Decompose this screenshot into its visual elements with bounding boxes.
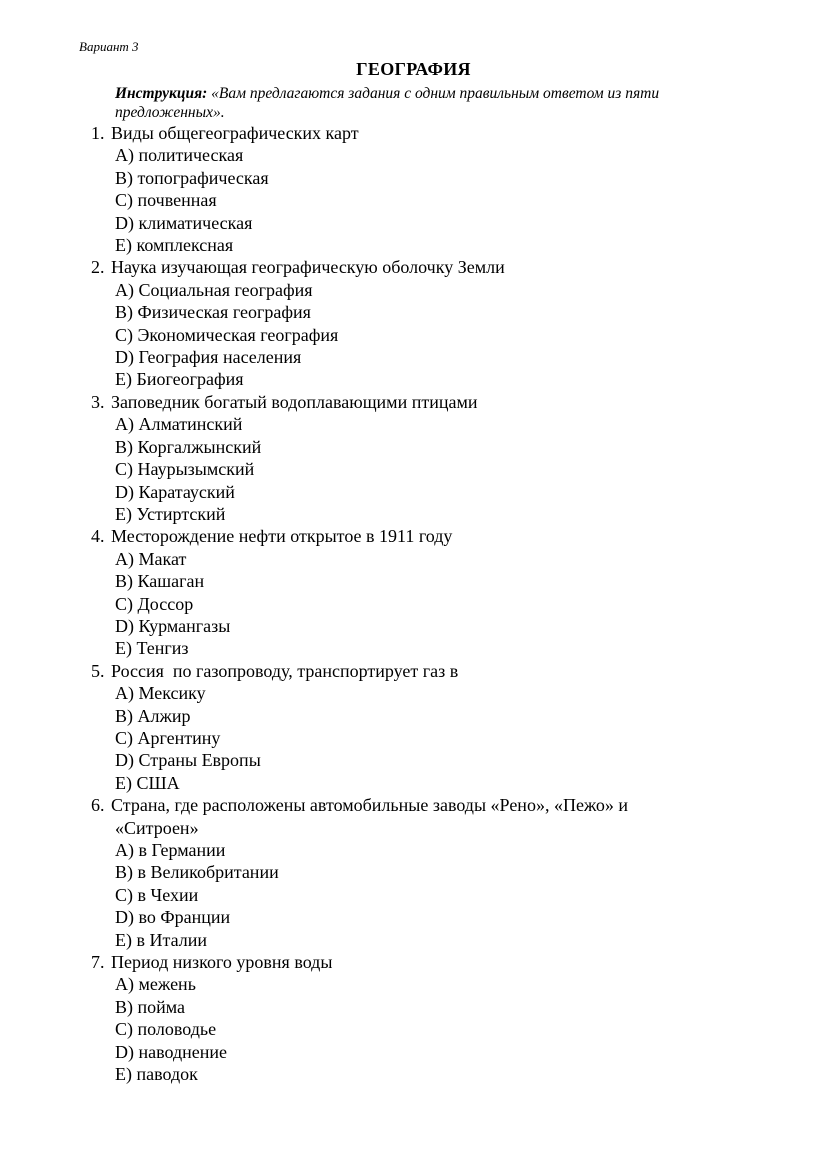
option-e: E) паводок bbox=[115, 1064, 198, 1085]
question-4 bbox=[91, 525, 711, 659]
question-number: 5. bbox=[91, 660, 105, 681]
option-c: C) половодье bbox=[115, 1019, 217, 1040]
question-label: Заповедник богатый водоплавающими птицами bbox=[111, 391, 478, 412]
question-number: 1. bbox=[91, 123, 105, 143]
option-d: D) Каратауский bbox=[115, 481, 235, 502]
question-label: Страна, где расположены автомобильные заводы «Рено», «Пежо» и «Ситроен» bbox=[111, 795, 629, 838]
question-text bbox=[91, 794, 711, 839]
option-d: D) География населения bbox=[115, 347, 302, 368]
question-label: Наука изучающая географическую оболочку Земли bbox=[111, 257, 505, 278]
question-label: Виды общегеографических карт bbox=[111, 123, 359, 143]
question-number: 3. bbox=[91, 391, 105, 412]
option-e: E) США bbox=[115, 772, 180, 793]
option-e: E) Устиртский bbox=[115, 503, 226, 524]
option-c: C) Экономическая география bbox=[115, 324, 339, 345]
option-c: C) Наурызымский bbox=[115, 459, 255, 480]
question-text bbox=[91, 122, 711, 144]
option-a: A) Макат bbox=[115, 548, 187, 569]
question-7 bbox=[91, 951, 711, 1085]
option-a: A) в Германии bbox=[115, 840, 226, 860]
instruction-label: Инструкция: bbox=[115, 85, 208, 102]
option-c: C) в Чехии bbox=[115, 884, 199, 905]
question-5 bbox=[91, 660, 711, 794]
option-a: A) Социальная география bbox=[115, 279, 313, 300]
question-text bbox=[91, 525, 711, 547]
question-number: 6. bbox=[91, 795, 105, 816]
option-d: D) наводнение bbox=[115, 1041, 228, 1062]
question-6 bbox=[91, 794, 711, 951]
option-e: E) комплексная bbox=[115, 235, 234, 256]
option-b: B) пойма bbox=[115, 996, 186, 1017]
option-b: B) Алжир bbox=[115, 705, 191, 726]
question-text bbox=[91, 660, 711, 682]
page-title: ГЕОГРАФИЯ bbox=[356, 59, 471, 79]
option-e: E) Тенгиз bbox=[115, 638, 189, 659]
option-d: D) климатическая bbox=[115, 212, 253, 233]
option-d: D) Курмангазы bbox=[115, 615, 231, 636]
option-b: B) Кашаган bbox=[115, 571, 205, 592]
option-d: D) Страны Европы bbox=[115, 750, 261, 771]
option-a: A) Мексику bbox=[115, 683, 206, 704]
question-label: Месторождение нефти открытое в 1911 году bbox=[111, 526, 453, 547]
option-a: A) Алматинский bbox=[115, 414, 243, 435]
question-2 bbox=[91, 256, 711, 390]
question-label: Россия по газопроводу, транспортирует газ в bbox=[111, 660, 459, 681]
variant-label: Вариант 3 bbox=[79, 39, 139, 54]
question-number: 7. bbox=[91, 952, 105, 973]
option-b: B) топографическая bbox=[115, 167, 269, 188]
question-number: 2. bbox=[91, 257, 105, 278]
question-text bbox=[91, 256, 711, 278]
option-a: A) межень bbox=[115, 974, 196, 995]
instruction bbox=[115, 84, 725, 122]
question-list bbox=[91, 122, 711, 1085]
option-e: E) в Италии bbox=[115, 929, 207, 950]
option-a: A) политическая bbox=[115, 145, 244, 166]
option-b: B) в Великобритании bbox=[115, 862, 279, 883]
question-text bbox=[91, 951, 711, 973]
option-c: C) Доссор bbox=[115, 593, 194, 614]
instruction-text: «Вам предлагаются задания с одним правильным ответом из пяти предложенных». bbox=[115, 85, 660, 121]
question-3 bbox=[91, 391, 711, 525]
question-label: Период низкого уровня воды bbox=[111, 952, 333, 973]
option-b: B) Коргалжынский bbox=[115, 436, 262, 457]
question-number: 4. bbox=[91, 526, 105, 547]
option-e: E) Биогеография bbox=[115, 369, 244, 390]
option-c: C) Аргентину bbox=[115, 727, 221, 748]
option-c: C) почвенная bbox=[115, 190, 217, 211]
question-text bbox=[91, 391, 711, 413]
option-d: D) во Франции bbox=[115, 907, 231, 928]
question-1 bbox=[91, 122, 711, 256]
option-b: B) Физическая география bbox=[115, 302, 311, 323]
